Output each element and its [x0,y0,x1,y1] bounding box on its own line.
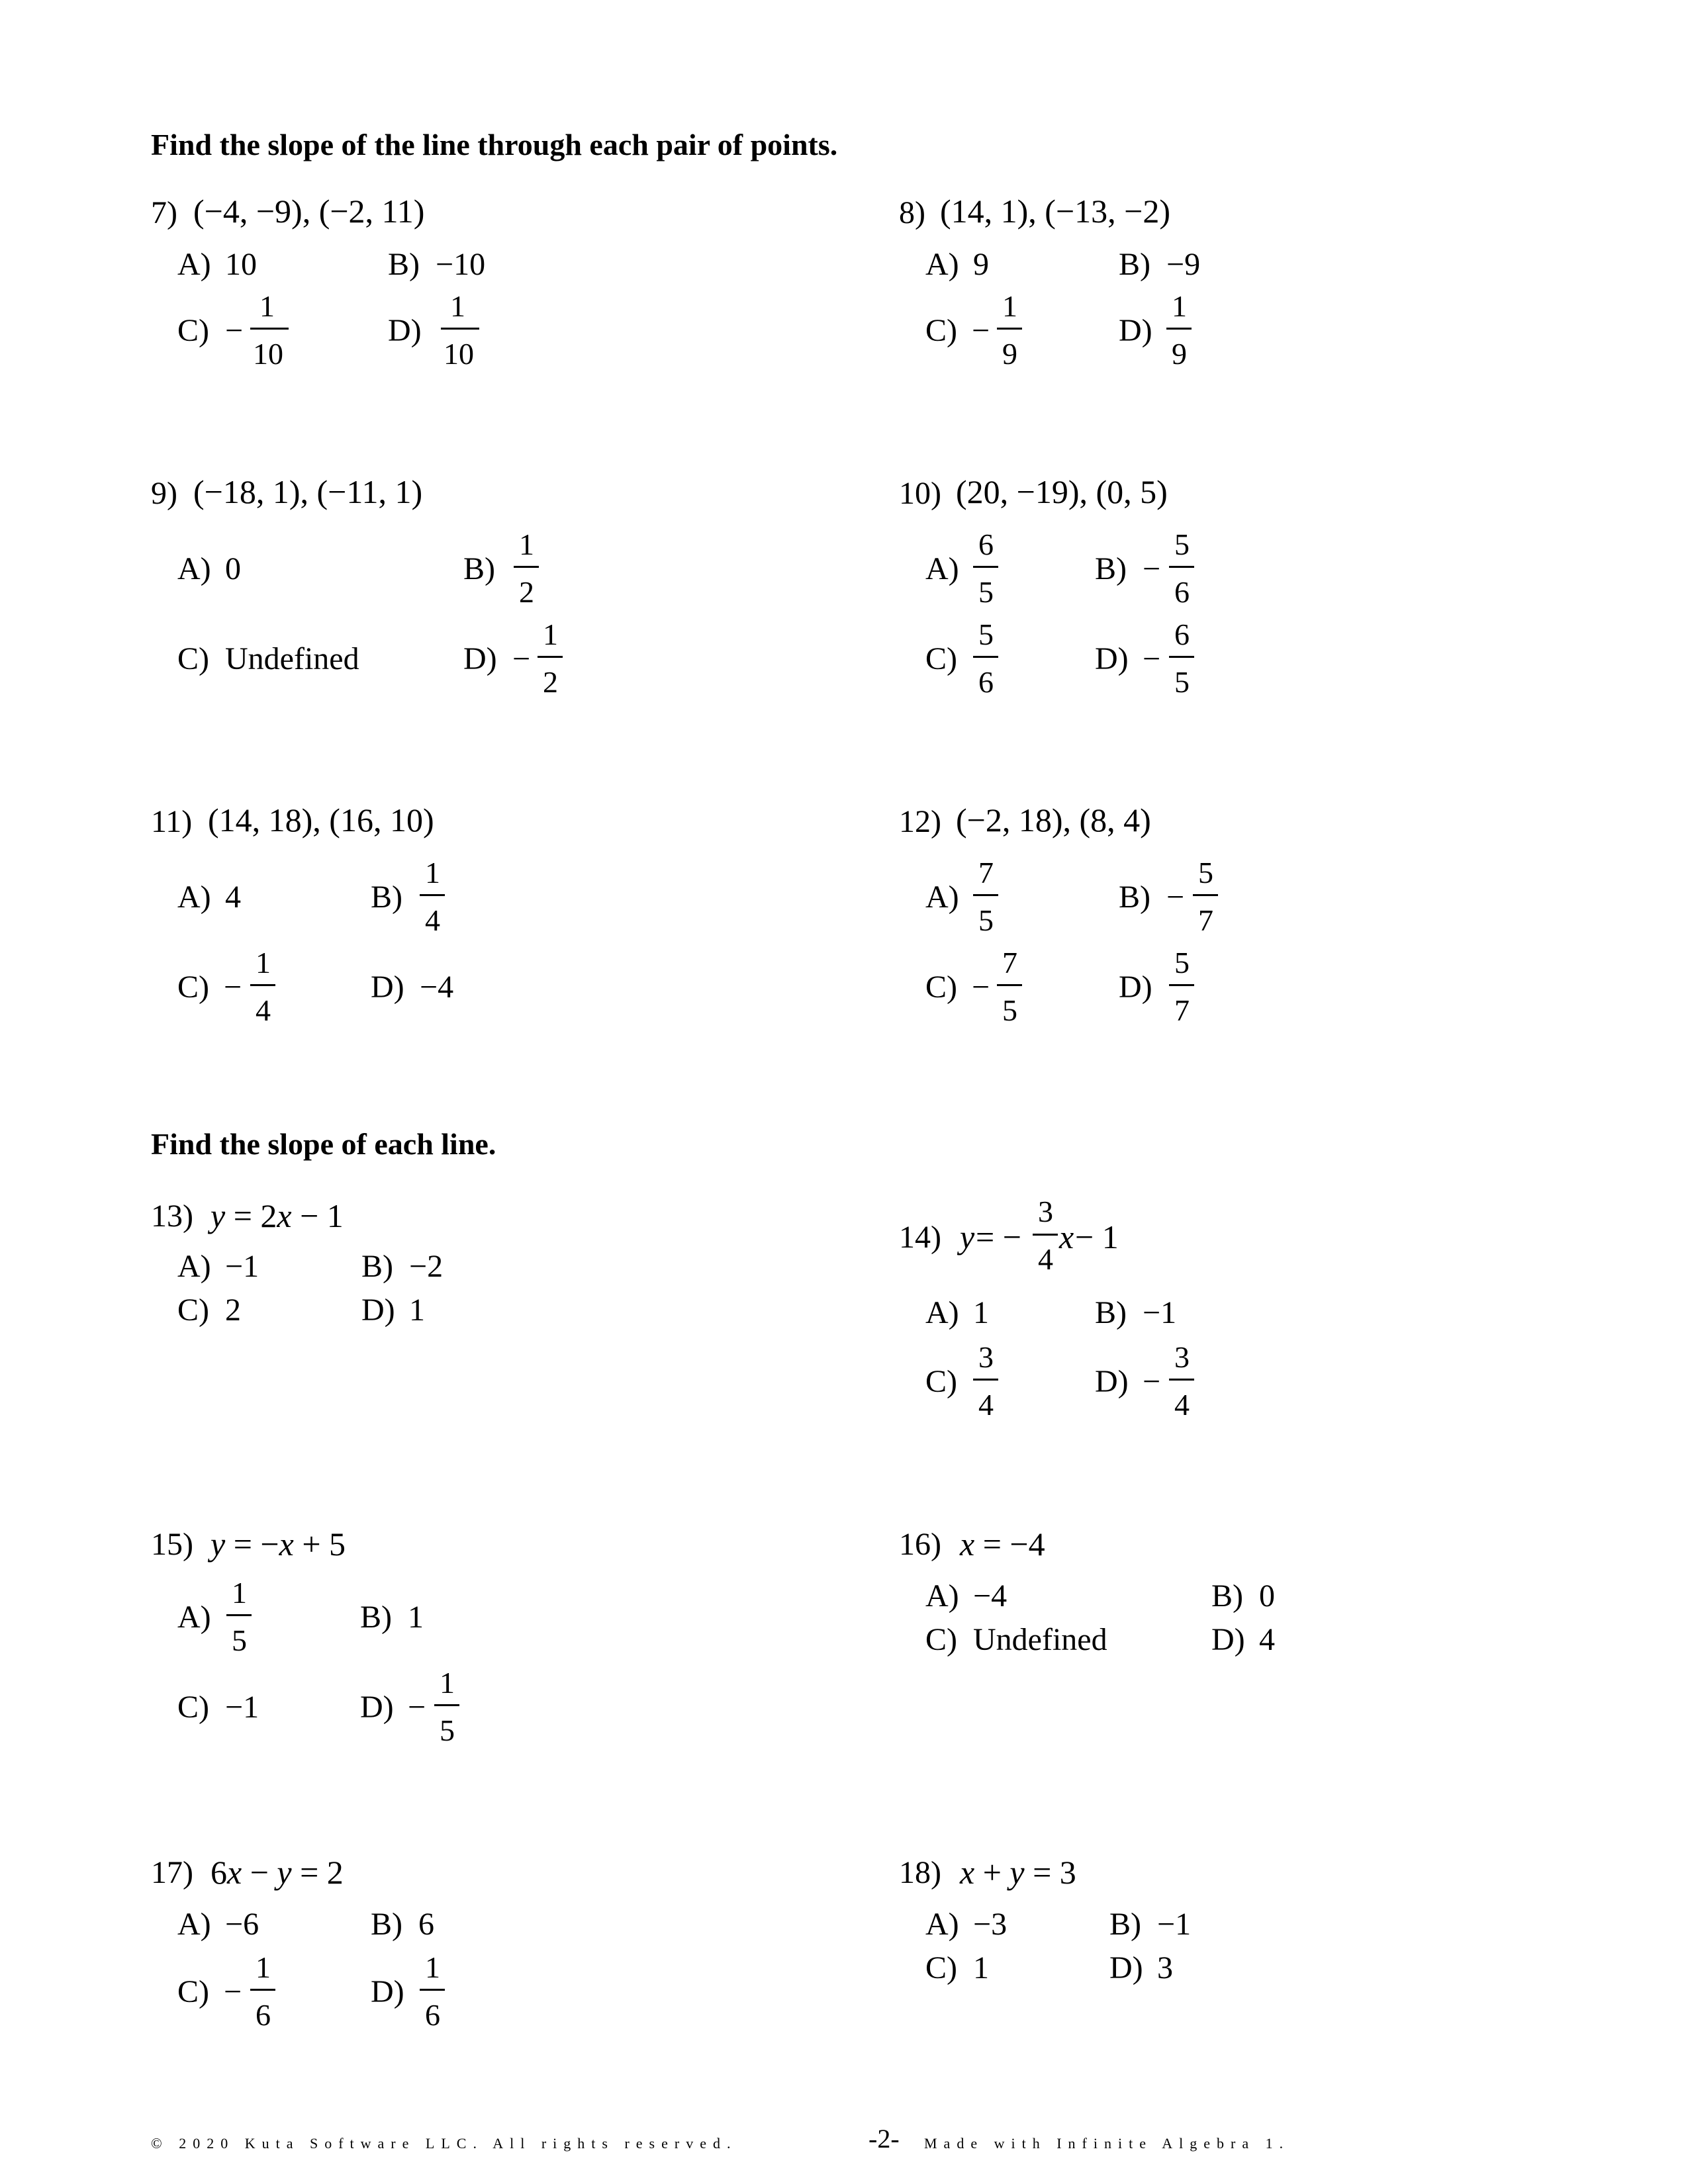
option-d-numerator: 5 [1174,946,1190,979]
option-d-label: D) [1095,641,1129,676]
problem-number: 18) [899,1855,941,1890]
option-c-denominator: 4 [978,1388,994,1422]
fraction-bar [538,656,563,658]
option-b-denominator: 7 [1198,903,1213,937]
option-c-label: C) [925,970,957,1005]
fraction-bar [973,894,998,896]
option-b-numerator: 5 [1174,527,1190,561]
option-c-sign: − [972,313,990,348]
fraction-bar [514,566,539,568]
option-a-value: 10 [225,247,257,282]
fraction-bar [1169,984,1194,986]
option-d-value: 4 [1259,1622,1275,1657]
option-c-numerator: 1 [256,946,271,979]
option-d-denominator: 5 [440,1713,455,1747]
option-b-denominator: 6 [1174,575,1190,609]
option-c-sign: − [224,1974,242,2009]
option-a-label: A) [177,247,211,282]
problem-number: 16) [899,1527,941,1562]
option-b-denominator: 2 [519,575,534,609]
option-c-label: C) [177,1690,209,1725]
option-c-denominator: 6 [978,665,994,699]
variable-y: y [211,1197,226,1234]
option-d-label: D) [463,641,497,676]
problem-number: 17) [151,1855,193,1890]
option-b-numerator: 1 [519,527,534,561]
fraction-bar [1193,894,1218,896]
option-c-value: 2 [225,1293,241,1328]
problem-number: 9) [151,476,177,511]
option-d-label: D) [1109,1950,1143,1985]
variable-x: x [279,1525,294,1563]
point-pair: (−4, −9), (−2, 11) [193,193,425,230]
option-d-label: D) [371,1974,404,2009]
option-d-numerator: 1 [543,617,558,651]
equation-part: − [242,1854,277,1891]
point-pair: (−18, 1), (−11, 1) [193,473,423,510]
coefficient-denominator: 4 [1038,1242,1053,1276]
option-d-denominator: 4 [1174,1388,1190,1422]
option-d-label: D) [371,970,404,1005]
option-b-sign: − [1143,551,1161,586]
equation [960,1856,1076,1889]
option-c-sign: − [225,313,244,348]
option-c-numerator: 5 [978,617,994,651]
option-b-denominator: 4 [425,903,440,937]
option-d-label: D) [388,313,422,348]
option-a-label: A) [177,1600,211,1635]
option-d-sign: − [1143,1364,1161,1399]
fraction-bar [1166,328,1192,330]
option-a-denominator: 5 [232,1623,247,1657]
equation-part: + 5 [293,1525,346,1563]
equation [211,1199,344,1232]
option-b-value: 1 [408,1600,424,1635]
option-a-label: A) [925,1295,959,1330]
point-pair: (−2, 18), (8, 4) [956,801,1151,839]
option-b-label: B) [360,1600,392,1635]
option-d-label: D) [1211,1622,1245,1657]
option-c-value: 1 [973,1950,989,1985]
option-a-numerator: 1 [232,1576,247,1610]
variable-x: x [1059,1218,1074,1255]
fraction-bar [250,328,289,330]
coefficient-numerator: 3 [1038,1195,1053,1228]
equation-part: = 2 [291,1854,344,1891]
variable-x: x [960,1854,975,1891]
fraction-bar [434,1704,459,1706]
section-heading-points: Find the slope of the line through each pair of points. [151,128,838,161]
option-c-numerator: 1 [256,1950,271,1984]
option-b-value: −1 [1143,1295,1177,1330]
option-d-label: D) [361,1293,395,1328]
page-number: -2- [868,2124,900,2154]
option-d-label: D) [1119,313,1152,348]
option-b-label: B) [1095,551,1127,586]
equation [960,1527,1045,1561]
option-b-label: B) [361,1249,393,1284]
fraction-bar [997,328,1022,330]
point-pair: (14, 1), (−13, −2) [940,193,1170,230]
option-d-sign: − [408,1690,426,1725]
option-b-value: 6 [418,1907,434,1942]
option-b-label: B) [1095,1295,1127,1330]
option-a-value: −6 [225,1907,259,1942]
option-a-denominator: 5 [978,575,994,609]
problem-number: 7) [151,195,177,230]
option-b-label: B) [388,247,420,282]
made-with-notice: Made with Infinite Algebra 1. [924,2135,1290,2152]
option-c-denominator: 5 [1002,993,1017,1027]
option-b-numerator: 5 [1198,856,1213,889]
problem-number: 14) [899,1220,941,1255]
variable-y: y [277,1854,292,1891]
fraction-bar [250,1989,275,1991]
option-d-sign: − [1143,641,1161,676]
equation-part: = 2 [225,1197,277,1234]
variable-x: x [277,1197,292,1234]
copyright-notice: © 2020 Kuta Software LLC. All rights reserved. [151,2135,737,2152]
equation-part: − 1 [291,1197,344,1234]
option-c-value: −1 [225,1690,259,1725]
problem-number: 13) [151,1199,193,1234]
option-d-numerator: 1 [450,289,465,323]
option-b-label: B) [463,551,495,586]
option-d-denominator: 7 [1174,993,1190,1027]
option-a-value: 1 [973,1295,989,1330]
option-a-label: A) [925,880,959,915]
option-d-value: −4 [420,970,454,1005]
option-d-sign: − [512,641,531,676]
equation-part: = − [225,1525,279,1563]
option-d-label: D) [360,1690,394,1725]
fraction-bar [1033,1234,1058,1236]
option-c-label: C) [177,641,209,676]
option-c-numerator: 1 [1002,289,1017,323]
option-d-numerator: 1 [1172,289,1187,323]
option-c-numerator: 3 [978,1340,994,1374]
option-c-value: Undefined [225,641,359,676]
option-a-denominator: 5 [978,903,994,937]
option-c-denominator: 9 [1002,337,1017,371]
option-b-value: −2 [409,1249,444,1284]
option-c-numerator: 1 [259,289,275,323]
option-c-sign: − [224,970,242,1005]
fraction-bar [1169,1379,1194,1381]
problem-number: 8) [899,195,925,230]
option-b-label: B) [1119,247,1150,282]
option-b-sign: − [1166,880,1185,915]
option-a-value: −3 [973,1907,1008,1942]
option-c-denominator: 4 [256,993,271,1027]
option-d-numerator: 1 [425,1950,440,1984]
option-a-value: −4 [973,1578,1008,1614]
option-c-label: C) [177,1293,209,1328]
option-a-label: A) [177,1907,211,1942]
option-d-denominator: 6 [425,1998,440,2032]
option-a-numerator: 6 [978,527,994,561]
fraction-bar [441,328,479,330]
option-d-label: D) [1095,1364,1129,1399]
equation-part: 6 [211,1854,227,1891]
option-c-label: C) [925,1622,957,1657]
option-a-value: −1 [225,1249,259,1284]
option-b-value: −1 [1157,1907,1192,1942]
option-b-label: B) [371,1907,402,1942]
fraction-bar [1169,656,1194,658]
option-a-numerator: 7 [978,856,994,889]
option-a-label: A) [925,1907,959,1942]
fraction-bar [226,1614,252,1616]
option-d-value: 1 [409,1293,425,1328]
option-b-numerator: 1 [425,856,440,889]
option-c-label: C) [925,1950,957,1985]
option-a-value: 0 [225,551,241,586]
option-c-label: C) [925,641,957,676]
option-b-value: −10 [436,247,486,282]
option-d-numerator: 3 [1174,1340,1190,1374]
option-c-label: C) [177,970,209,1005]
equation-part: = −4 [974,1525,1045,1563]
option-d-numerator: 6 [1174,617,1190,651]
problem-number: 15) [151,1527,193,1562]
option-c-label: C) [925,1364,957,1399]
point-pair: (20, −19), (0, 5) [956,473,1168,510]
fraction-bar [1169,566,1194,568]
option-a-label: A) [177,551,211,586]
variable-x: x [960,1525,975,1563]
option-a-label: A) [177,880,211,915]
option-b-value: 0 [1259,1578,1275,1614]
equation-part: − 1 [1075,1218,1119,1255]
option-a-label: A) [925,247,959,282]
variable-y: y [960,1218,975,1255]
option-b-label: B) [1211,1578,1243,1614]
option-d-denominator: 10 [444,337,474,371]
fraction-bar [420,1989,445,1991]
option-b-value: −9 [1166,247,1201,282]
equation-part: = 3 [1024,1854,1076,1891]
section-heading-lines: Find the slope of each line. [151,1127,496,1161]
option-d-denominator: 5 [1174,665,1190,699]
option-a-label: A) [177,1249,211,1284]
variable-x: x [227,1854,242,1891]
option-d-numerator: 1 [440,1666,455,1700]
equation-part: + [974,1854,1010,1891]
fraction-bar [420,894,445,896]
option-c-denominator: 10 [253,337,283,371]
problem-number: 10) [899,476,941,511]
equation [211,1856,344,1889]
fraction-bar [973,566,998,568]
option-c-numerator: 7 [1002,946,1017,979]
option-c-label: C) [177,1974,209,2009]
option-d-denominator: 9 [1172,337,1187,371]
variable-y: y [1009,1854,1025,1891]
equation [211,1527,346,1561]
equation-part: = − [976,1218,1021,1255]
fraction-bar [973,656,998,658]
option-c-value: Undefined [973,1622,1107,1657]
fraction-bar [973,1379,998,1381]
option-a-label: A) [925,1578,959,1614]
option-a-label: A) [925,551,959,586]
option-c-label: C) [925,313,957,348]
fraction-bar [250,984,275,986]
option-d-value: 3 [1157,1950,1173,1985]
option-c-sign: − [972,970,990,1005]
fraction-bar [997,984,1022,986]
problem-number: 12) [899,804,941,839]
option-c-denominator: 6 [256,1998,271,2032]
point-pair: (14, 18), (16, 10) [208,801,434,839]
option-a-value: 4 [225,880,241,915]
option-b-label: B) [1119,880,1150,915]
option-b-label: B) [371,880,402,915]
option-c-label: C) [177,313,209,348]
option-b-label: B) [1109,1907,1141,1942]
option-a-value: 9 [973,247,989,282]
option-d-denominator: 2 [543,665,558,699]
variable-y: y [211,1525,226,1563]
problem-number: 11) [151,804,193,839]
option-d-label: D) [1119,970,1152,1005]
